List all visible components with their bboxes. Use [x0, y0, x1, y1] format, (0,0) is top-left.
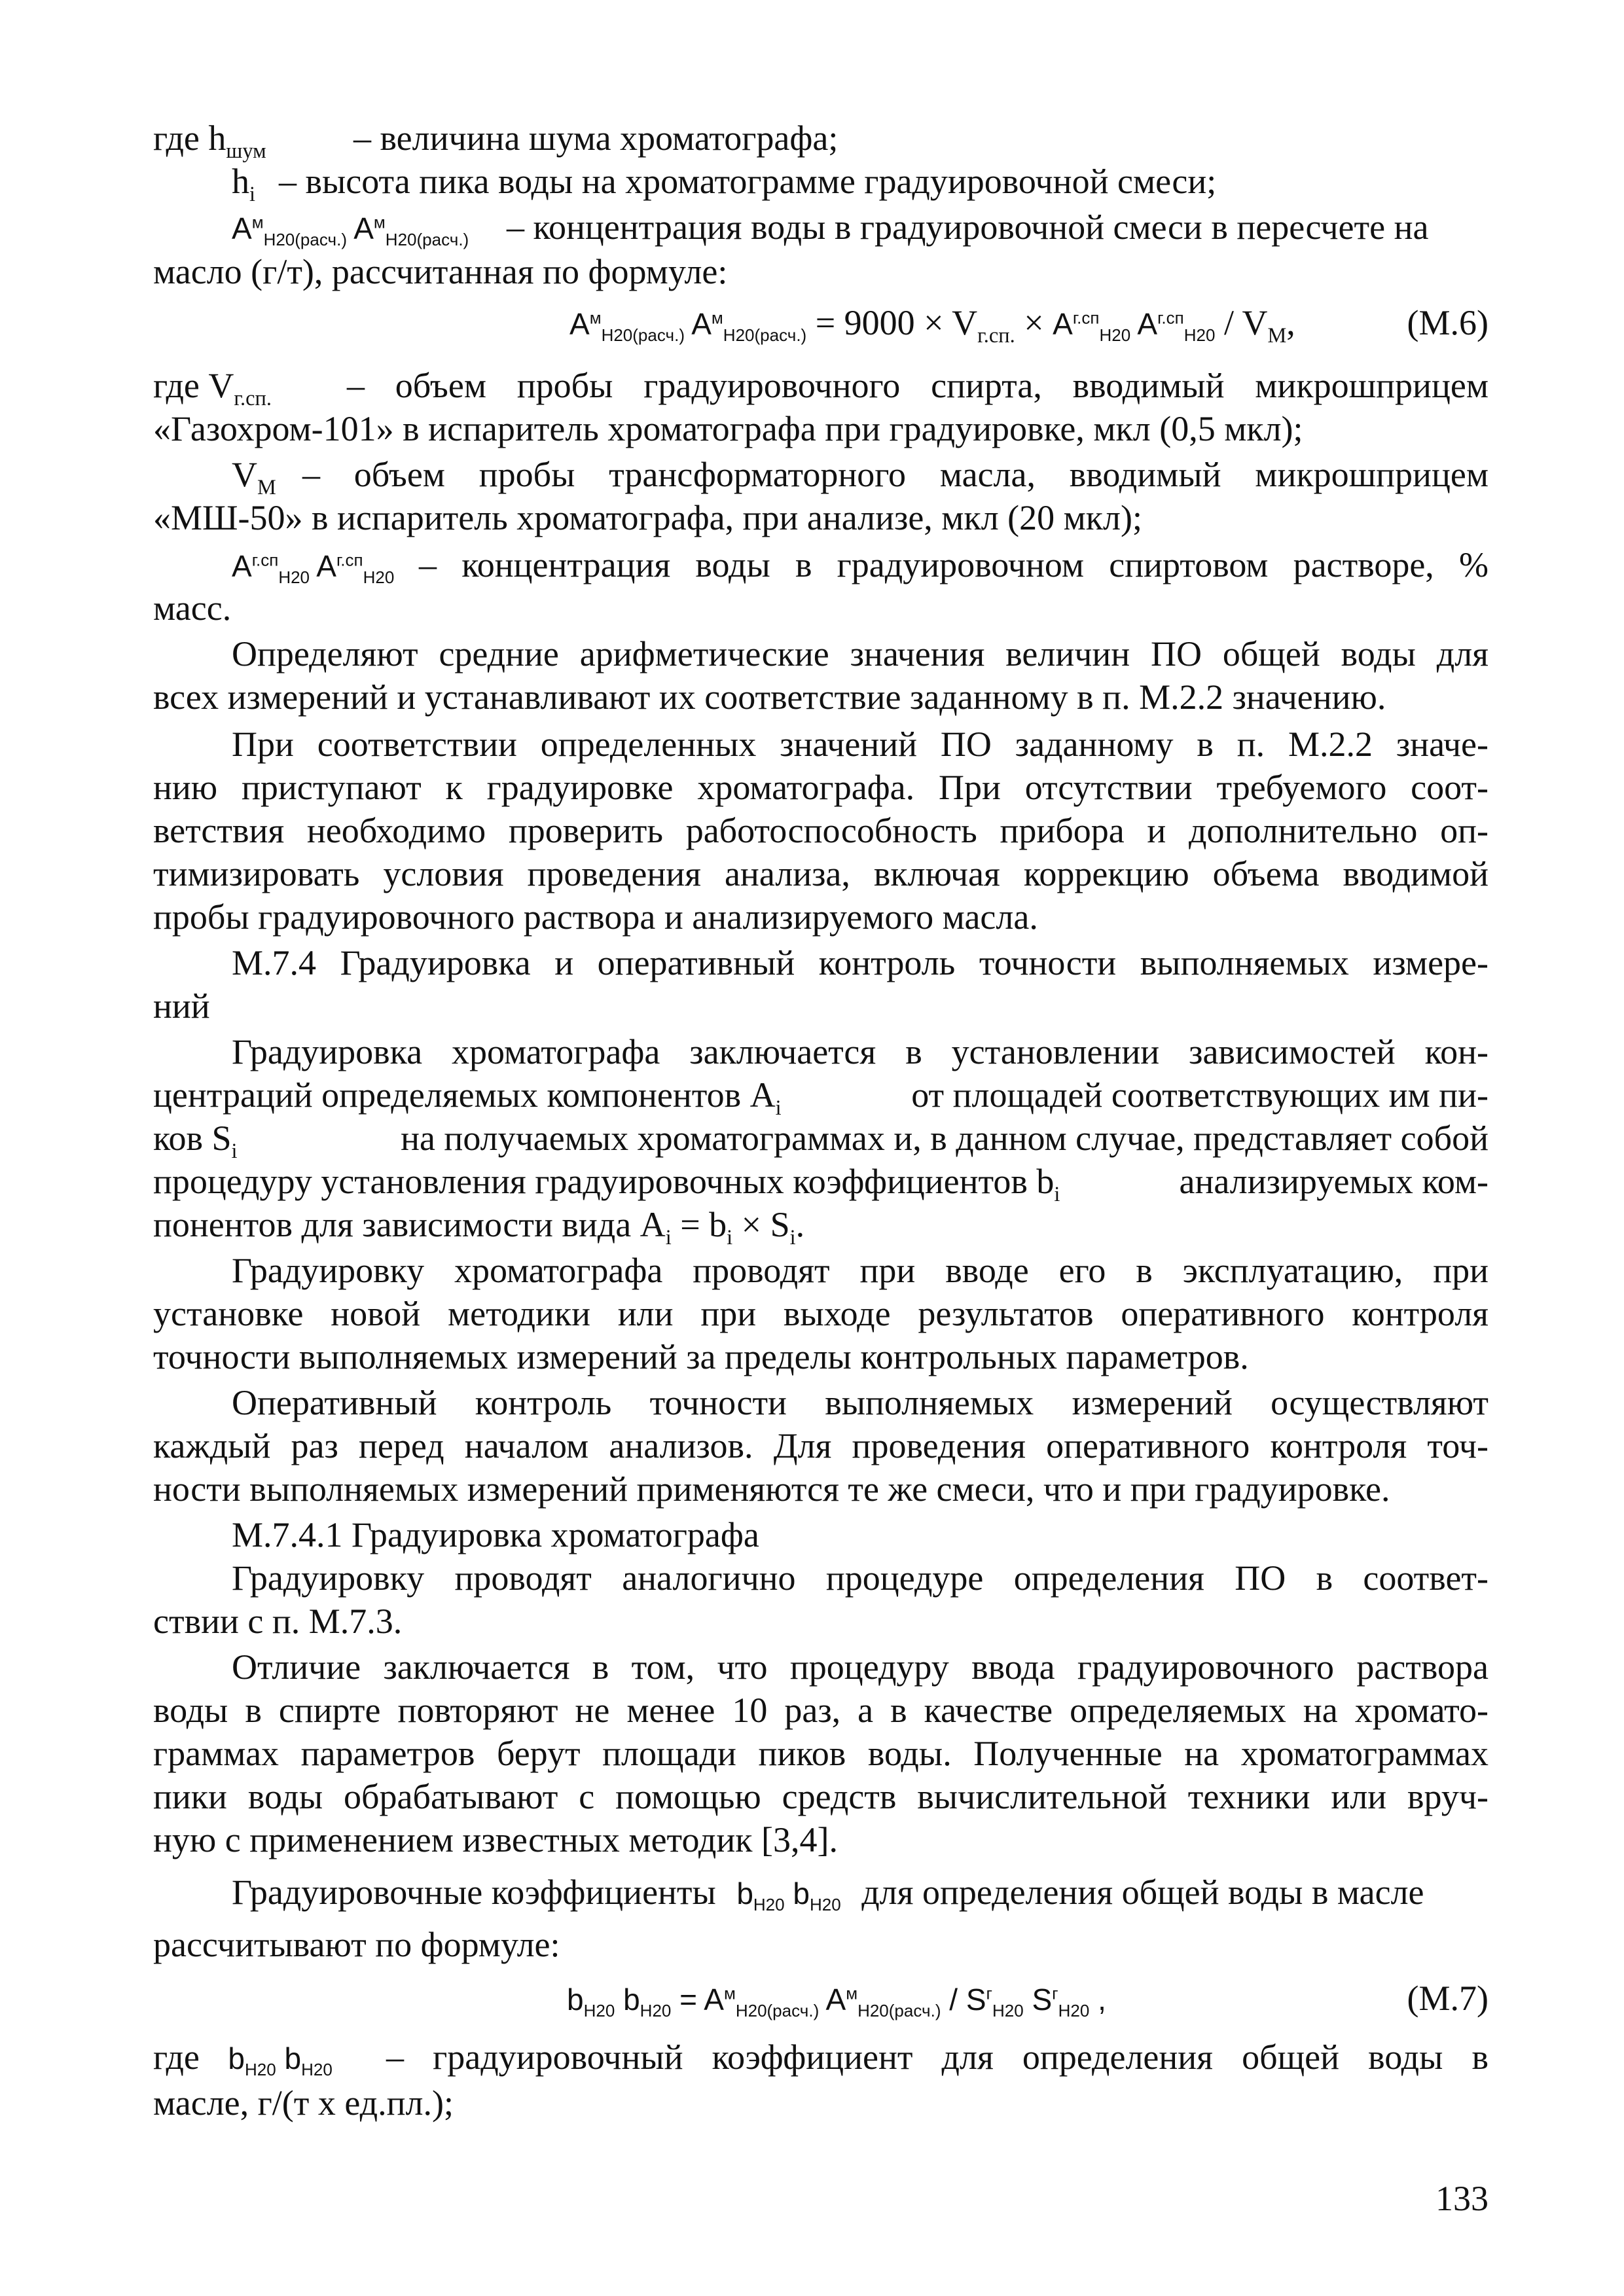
- paragraph-line: всех измерений и устанавливают их соответствие заданному в п. М.2.2 значению.: [153, 677, 1386, 717]
- text-line: масле, г/(т х ед.пл.);: [153, 2083, 454, 2123]
- paragraph-line: ности выполняемых измерений применяются те же смеси, что и при градуировке.: [153, 1469, 1390, 1509]
- def-hnoise: где $h_{шум}$ – величина шума хроматографа;: [153, 118, 839, 163]
- text-line: – объем пробы трансформаторного масла, вводимый микрошприцем: [302, 455, 1489, 494]
- def-b: где $b_{H20}$ $b_{H20}$: [153, 2037, 333, 2080]
- paragraph-line: Отличие заключается в том, что процедуру ввода градуировочного раствора: [232, 1647, 1489, 1687]
- paragraph-line: Градуировочные коэффициенты $b_{H20}$ $b_{H20}$ для определения общей воды в масле: [232, 1873, 1424, 1915]
- paragraph-line: пики воды обрабатывают с помощью средств вычислительной техники или вруч-: [153, 1777, 1489, 1816]
- paragraph-line: нию приступают к градуировке хроматографа. При отсутствии требуемого соот-: [153, 768, 1489, 807]
- text-line: – концентрация воды в градуировочном спиртовом растворе, %: [419, 545, 1489, 584]
- paragraph-line: Определяют средние арифметические значения величин ПО общей воды для: [232, 634, 1489, 673]
- paragraph-line: Градуировку хроматографа проводят при вводе его в эксплуатацию, при: [232, 1251, 1489, 1290]
- def-hi: $h_i$ – высота пика воды на хроматограмме градуировочной смеси;: [232, 162, 1217, 206]
- def-a-gsp: $A^{г.сп}_{H20}$ $A^{г.сп}_{H20}$: [232, 549, 395, 588]
- equation-m6: $A^м_{H20(расч.)}$ $A^м_{H20(расч.)} = 9000 \times V_{г.сп.} \times A^{г.сп}_{H20}$ $A^{г.сп}_{H20} / V_М$,: [569, 303, 1295, 348]
- paragraph-line: центраций определяемых компонентов $A_i$ от площадей соответствующих им пи-: [153, 1075, 1489, 1120]
- def-vm: $V_М$: [232, 455, 276, 499]
- page-number: 133: [1435, 2179, 1489, 2218]
- def-a-calc: $A^м_{H20(расч.)}$ $A^м_{H20(расч.)}$ – концентрация воды в градуировочной смеси в пересчете на: [232, 207, 1429, 250]
- paragraph-line: пробы градуировочного раствора и анализируемого масла.: [153, 897, 1038, 937]
- text-line: – объем пробы градуировочного спирта, вводимый микрошприцем: [347, 366, 1489, 405]
- paragraph-line: каждый раз перед началом анализов. Для проведения оперативного контроля точ-: [153, 1426, 1489, 1465]
- equation-number: (М.7): [1407, 1979, 1489, 2018]
- paragraph-line: ствии с п. М.7.3.: [153, 1602, 403, 1641]
- paragraph-line: воды в спирте повторяют не менее 10 раз, а в качестве определяемых на хромато-: [153, 1691, 1489, 1730]
- paragraph-line: Градуировку проводят аналогично процедуре определения ПО в соответ-: [232, 1558, 1489, 1598]
- paragraph-line: Оперативный контроль точности выполняемых измерений осуществляют: [232, 1383, 1489, 1422]
- equation-m7: $b_{H20}$ $b_{H20} = A^м_{H20(расч.)}$ $A^м_{H20(расч.)} / S^г_{H20}$ $S^г_{H20}$ ,: [567, 1982, 1106, 2021]
- paragraph-line: рассчитывают по формуле:: [153, 1925, 560, 1964]
- paragraph-line: процедуру установления градуировочных коэффициентов $b_i$ анализируемых ком-: [153, 1162, 1489, 1206]
- equation-number: (М.6): [1407, 303, 1489, 342]
- text-line: масс.: [153, 588, 232, 628]
- paragraph-line: ную с применением известных методик [3,4].: [153, 1820, 838, 1859]
- paragraph-line: установке новой методики или при выходе результатов оперативного контроля: [153, 1294, 1489, 1333]
- paragraph-line: Градуировка хроматографа заключается в установлении зависимостей кон-: [232, 1032, 1489, 1071]
- paragraph-line: тимизировать условия проведения анализа, включая коррекцию объема вводимой: [153, 854, 1489, 893]
- paragraph-line: ков $S_i$ на получаемых хроматограммах и, в данном случае, представляет собой: [153, 1119, 1489, 1163]
- text-line: – градуировочный коэффициент для определения общей воды в: [386, 2037, 1489, 2077]
- def-vgsp: где $V_{г.сп.}$: [153, 366, 272, 410]
- subsection-heading: М.7.4.1 Градуировка хроматографа: [232, 1515, 759, 1554]
- text-line: масло (г/т), рассчитанная по формуле:: [153, 252, 728, 291]
- section-heading: ний: [153, 986, 210, 1026]
- text-line: «МШ-50» в испаритель хроматографа, при анализе, мкл (20 мкл);: [153, 498, 1142, 537]
- paragraph-line: понентов для зависимости вида $A_i = b_i \times S_i$.: [153, 1205, 805, 1249]
- paragraph-line: При соответствии определенных значений ПО заданному в п. М.2.2 значе-: [232, 725, 1489, 764]
- text-line: «Газохром-101» в испаритель хроматографа при градуировке, мкл (0,5 мкл);: [153, 409, 1303, 448]
- paragraph-line: ветствия необходимо проверить работоспособность прибора и дополнительно оп-: [153, 811, 1489, 850]
- paragraph-line: граммах параметров берут площади пиков воды. Полученные на хроматограммах: [153, 1734, 1489, 1773]
- paragraph-line: точности выполняемых измерений за пределы контрольных параметров.: [153, 1337, 1249, 1376]
- section-heading: М.7.4 Градуировка и оперативный контроль точности выполняемых измере-: [232, 943, 1489, 982]
